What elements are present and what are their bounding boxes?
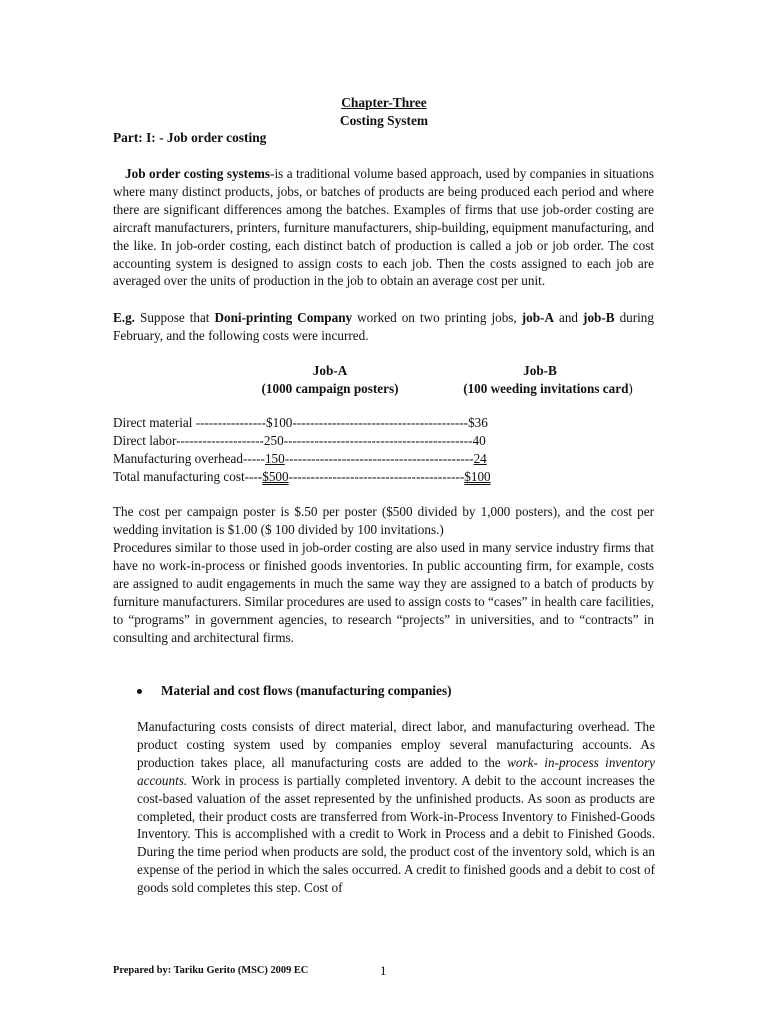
ledger-row-total: Total manufacturing cost----$500----------------------------------------$100: [113, 469, 491, 484]
job-b-subtitle: (100 weeding invitations card): [463, 381, 633, 396]
company-name: Doni-printing Company: [214, 310, 353, 325]
job-a-value: $100: [266, 415, 293, 430]
job-a-title: Job-A: [312, 363, 348, 378]
cost-flows-paragraph: Manufacturing costs consists of direct material, direct labor, and manufacturing overhead. The product costing system used by companies employ several manufacturing accounts. As production takes place, all manufacturing costs are added to the work- in-process inventory accounts. Work in process is partially completed inventory. A debit to the account increases the cost-based valuation of the asset represented by the unfinished products. As soon as products are completed, their product costs are transferred from Work-in-Process Inventory to Finished-Goods Inventory. This is accomplished with a credit to Work in Process and a debit to Finished Goods. During the time period when products are sold, the product cost of the inventory sold, which is an expense of the period in which the sales occurred. A credit to finished goods and a debit to cost of goods sold completes this step. Cost of: [137, 719, 655, 896]
eg-label: E.g.: [113, 310, 135, 325]
section-title: Costing System: [339, 113, 429, 128]
part-heading: Part: I: - Job order costing: [113, 130, 267, 145]
ledger-row-direct-labor: Direct labor--------------------250-------------------------------------------40: [113, 433, 486, 448]
job-b-value: $36: [468, 415, 488, 430]
ledger-row-direct-material: Direct material ----------------$100----------------------------------------$36: [113, 415, 488, 430]
job-b-ref: job-B: [583, 310, 615, 325]
job-b-value: $100: [464, 469, 491, 484]
job-a-subtitle: (1000 campaign posters): [261, 381, 399, 396]
service-paragraph: Procedures similar to those used in job-order costing are also used in many service industry firms that have no work-in-process or finished goods inventories. In public accounting firm, for example, costs are assigned to audit engagements in much the same way they are assigned to a batch of products by furniture manufacturers. Similar procedures are used to assign costs to “cases” in health care facilities, to “programs” in government agencies, to research “projects” in universities, and to “contracts” in consulting and architectural firms.: [113, 540, 654, 645]
job-a-ref: job-A: [521, 310, 554, 325]
footer-author: Prepared by: Tariku Gerito (MSC) 2009 EC: [113, 965, 309, 976]
job-b-value: 40: [472, 433, 486, 448]
example-paragraph: E.g. Suppose that Doni-printing Company worked on two printing jobs, job-A and job-B during February, and the following costs were incurred.: [113, 310, 654, 343]
bullet-icon: [137, 689, 142, 694]
emphasis-term: work- in-process inventory accounts.: [137, 754, 655, 788]
intro-paragraph: [113, 165, 654, 290]
job-a-value: $500: [262, 469, 289, 484]
bullet-heading: Material and cost flows (manufacturing companies): [161, 683, 452, 698]
page-number: 1: [380, 963, 387, 978]
intro-term: Job order costing systems: [125, 166, 271, 181]
job-b-value: 24: [473, 451, 487, 466]
ledger-row-overhead: Manufacturing overhead-----150-------------------------------------------24: [113, 451, 487, 466]
job-a-value: 250: [263, 433, 284, 448]
cost-per-unit-paragraph: The cost per campaign poster is $.50 per poster ($500 divided by 1,000 posters), and the cost per wedding invitation is $1.00 ($ 100 divided by 100 invitations.): [113, 504, 654, 537]
intro-text: -is a traditional volume based approach, used by companies in situations where many distinct products, jobs, or batches of products are being produced each period and where there are significant differences among the batches. Examples of firms that use job-order costing are aircraft manufacturers, printers, furniture manufacturers, ship-building, equipment manufacturing, and the like. In job-order costing, each distinct batch of production is called a job or job order. The cost accounting system is designed to assign costs to each job. Then the costs assigned to each job are averaged over the units of production in the job to obtain an average cost per unit.: [113, 166, 654, 289]
job-a-value: 150: [264, 451, 285, 466]
chapter-heading: Chapter-Three: [341, 95, 427, 110]
job-b-title: Job-B: [523, 363, 557, 378]
